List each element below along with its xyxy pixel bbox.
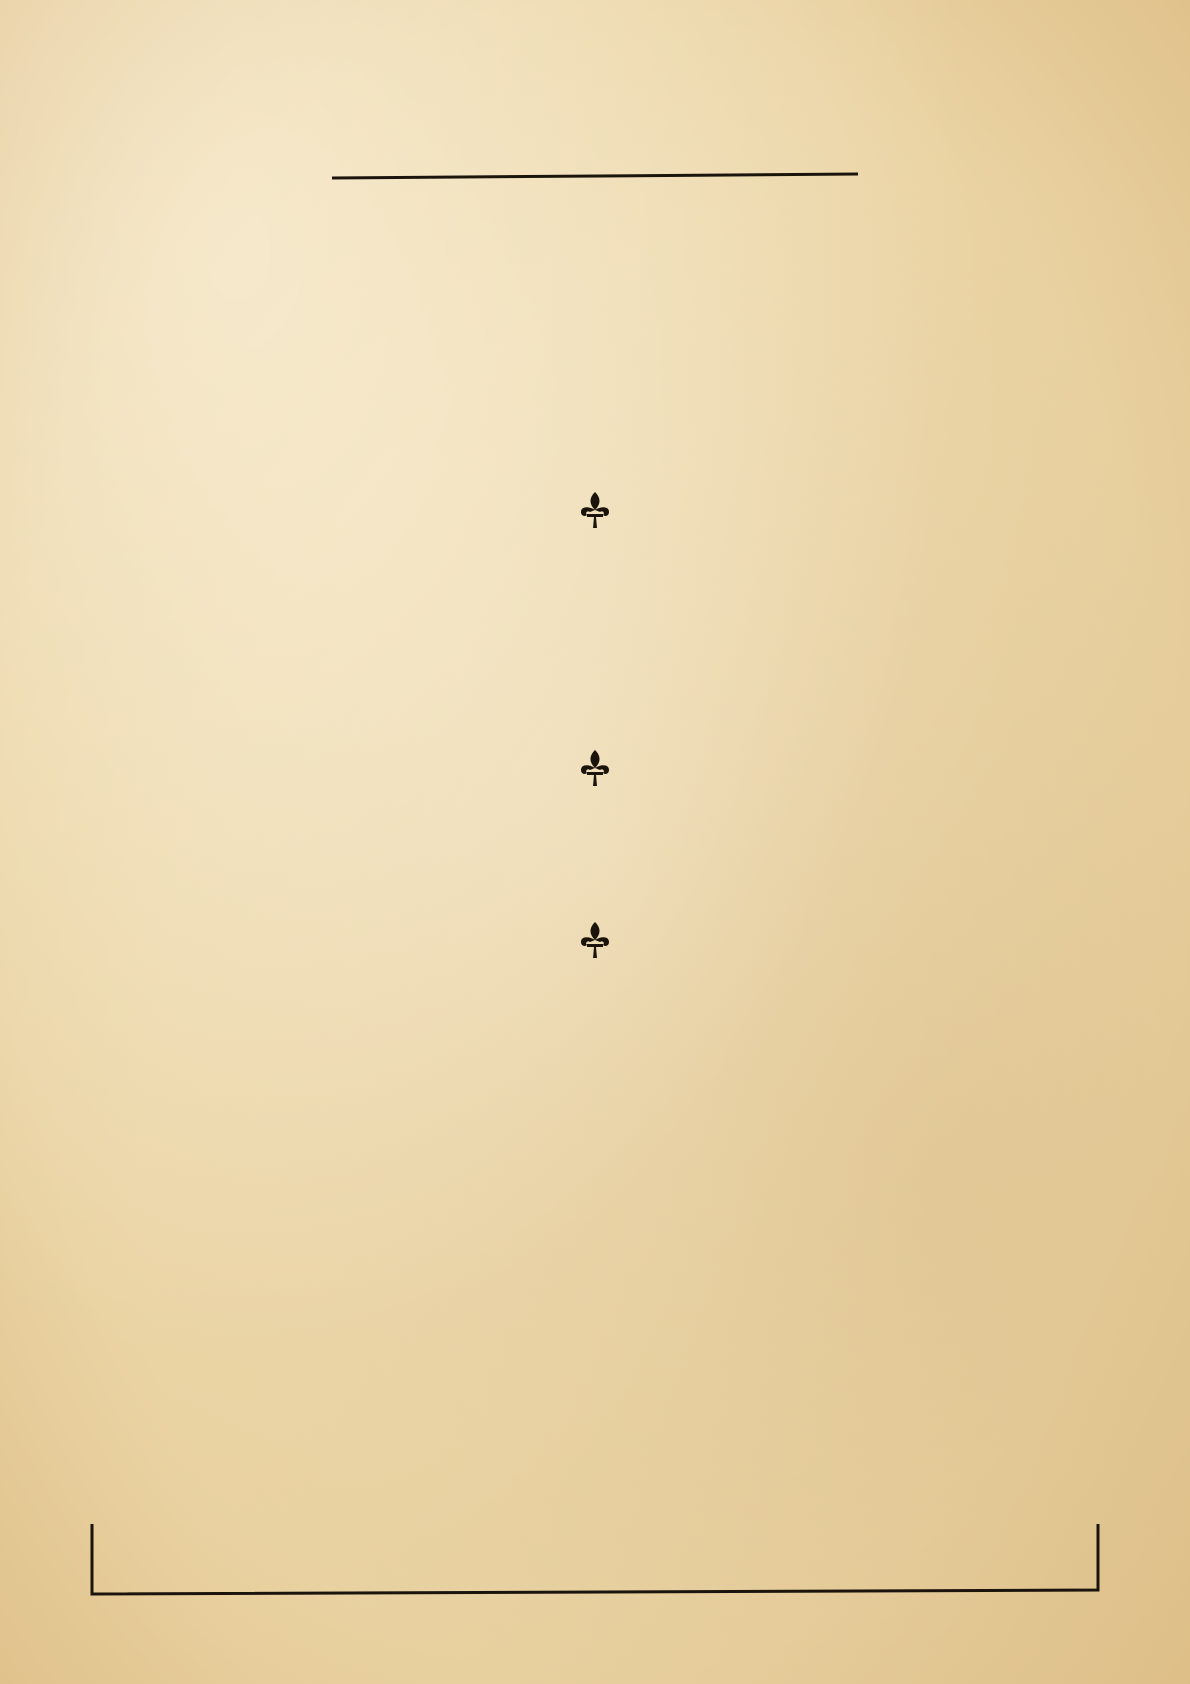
ornament-bottom-frame-icon [38, 1500, 1152, 1680]
fleur-de-lis-icon [575, 490, 615, 530]
fleur-de-lis-icon [575, 748, 615, 788]
fleur-de-lis-icon [575, 920, 615, 960]
ornament-top-icon [318, 168, 872, 238]
